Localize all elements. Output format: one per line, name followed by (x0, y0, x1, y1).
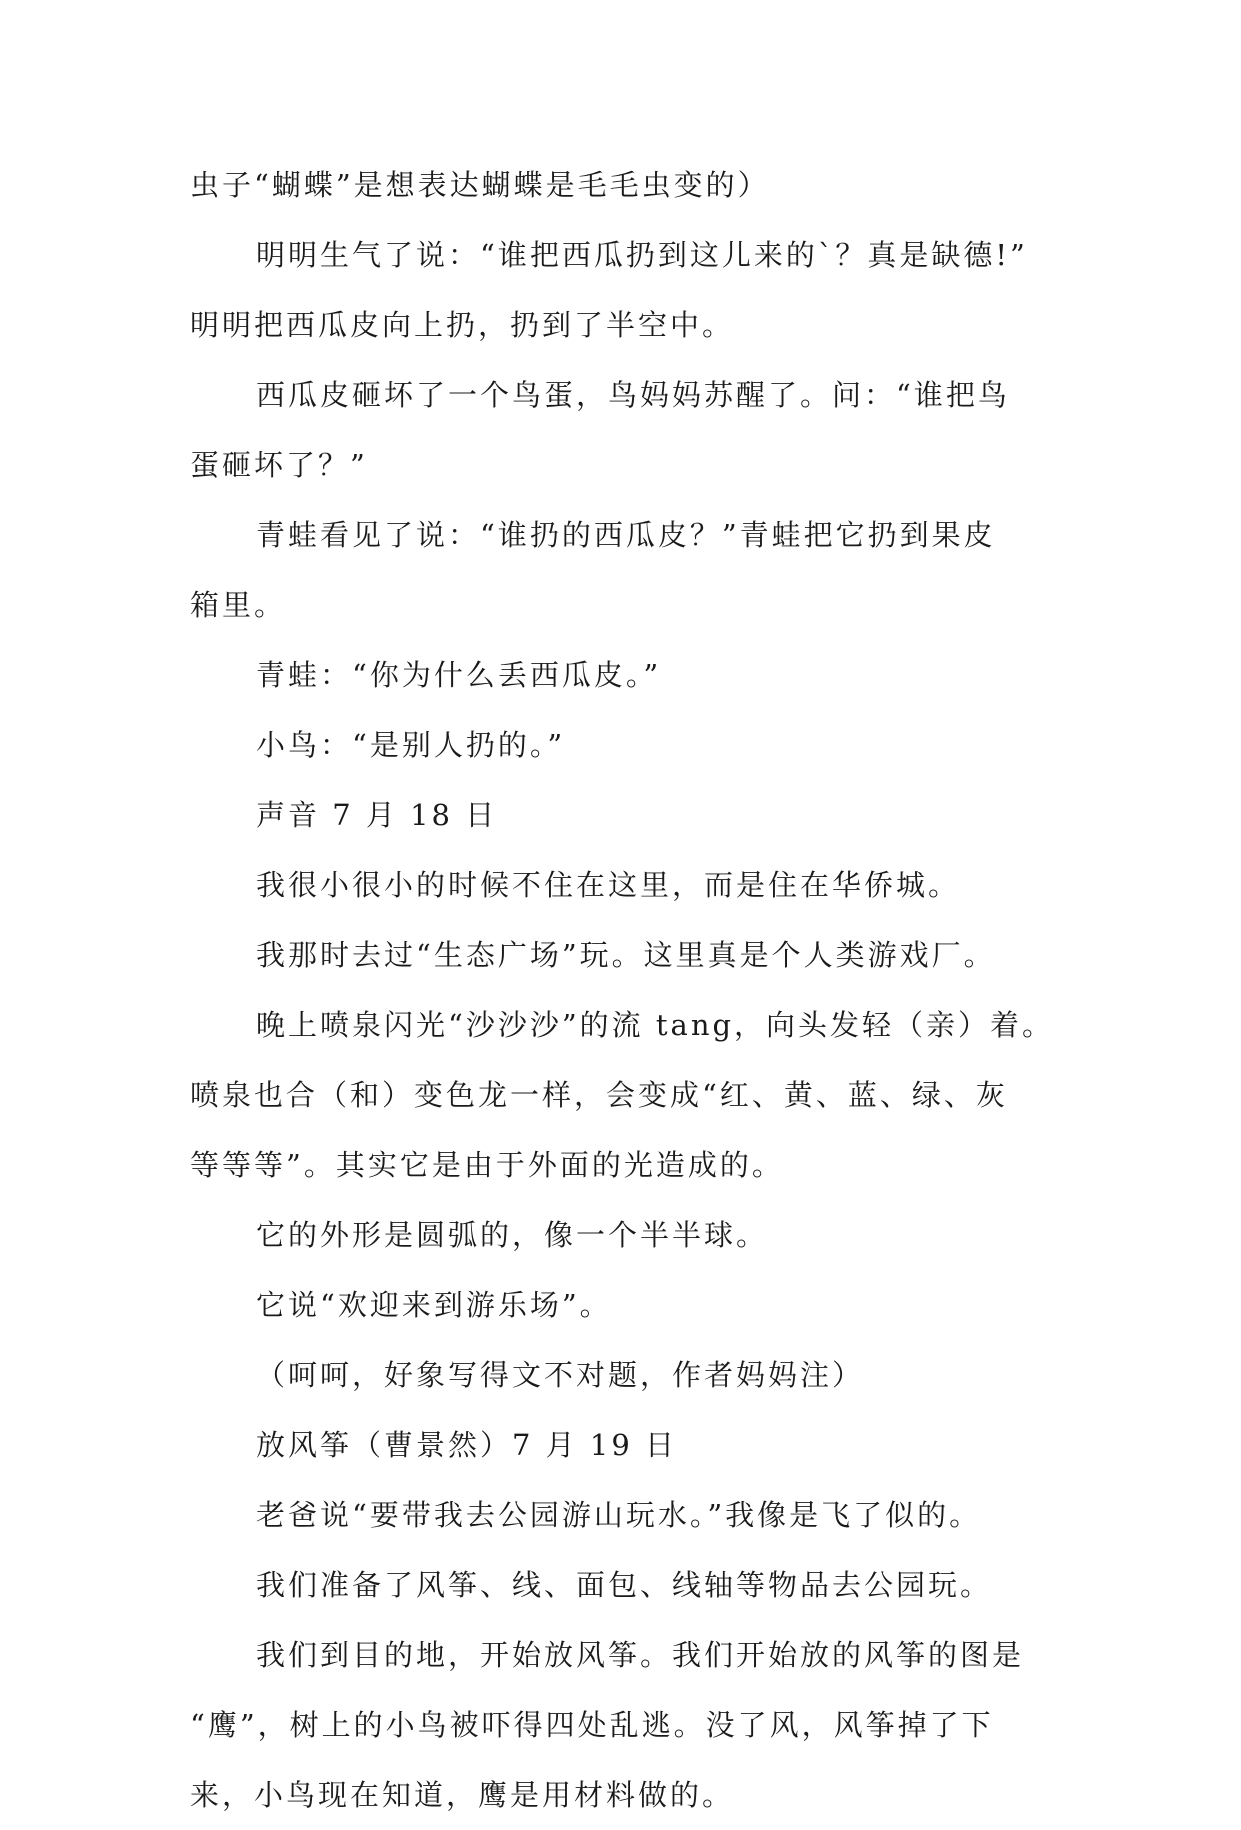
text-line: 小鸟：“是别人扔的。” (256, 728, 566, 762)
text-line: 老爸说“要带我去公园游山玩水。”我像是飞了似的。 (256, 1498, 982, 1532)
text-line: 明明生气了说：“谁把西瓜扔到这儿来的`？真是缺德!” (256, 238, 1028, 272)
text-line: 青蛙看见了说：“谁扔的西瓜皮？”青蛙把它扔到果皮 (256, 518, 996, 552)
text-line: 蛋砸坏了？” (190, 448, 368, 482)
text-line: 青蛙：“你为什么丢西瓜皮。” (256, 658, 662, 692)
text-line: 明明把西瓜皮向上扔，扔到了半空中。 (190, 308, 735, 342)
text-line: 箱里。 (190, 588, 287, 622)
text-line: 喷泉也合（和）变色龙一样，会变成“红、黄、蓝、绿、灰 (190, 1078, 1008, 1112)
text-line: 我们到目的地，开始放风筝。我们开始放的风筝的图是 (256, 1638, 1025, 1672)
text-line: 虫子“蝴蝶”是想表达蝴蝶是毛毛虫变的） (190, 168, 770, 202)
text-line: 我那时去过“生态广场”玩。这里真是个人类游戏厂。 (256, 938, 996, 972)
text-line: 等等等”。其实它是由于外面的光造成的。 (190, 1148, 784, 1182)
text-line: 晚上喷泉闪光“沙沙沙”的流 tang，向头发轻（亲）着。 (256, 1008, 1055, 1042)
document-body (190, 150, 1055, 1830)
section-heading: 声音 7 月 18 日 (256, 798, 498, 832)
text-line: 西瓜皮砸坏了一个鸟蛋，鸟妈妈苏醒了。问：“谁把鸟 (256, 378, 1010, 412)
text-line: 我们准备了风筝、线、面包、线轴等物品去公园玩。 (256, 1568, 993, 1602)
section-heading: 放风筝（曹景然）7 月 19 日 (256, 1428, 678, 1462)
text-line: 它的外形是圆弧的，像一个半半球。 (256, 1218, 769, 1252)
text-line: “鹰”，树上的小鸟被吓得四处乱逃。没了风，风筝掉了下 (190, 1708, 994, 1742)
text-line: 来，小鸟现在知道，鹰是用材料做的。 (190, 1778, 735, 1812)
text-line: 我很小很小的时候不住在这里，而是住在华侨城。 (256, 868, 961, 902)
text-line: 它说“欢迎来到游乐场”。 (256, 1288, 612, 1322)
editor-note: （呵呵，好象写得文不对题，作者妈妈注） (256, 1358, 865, 1392)
